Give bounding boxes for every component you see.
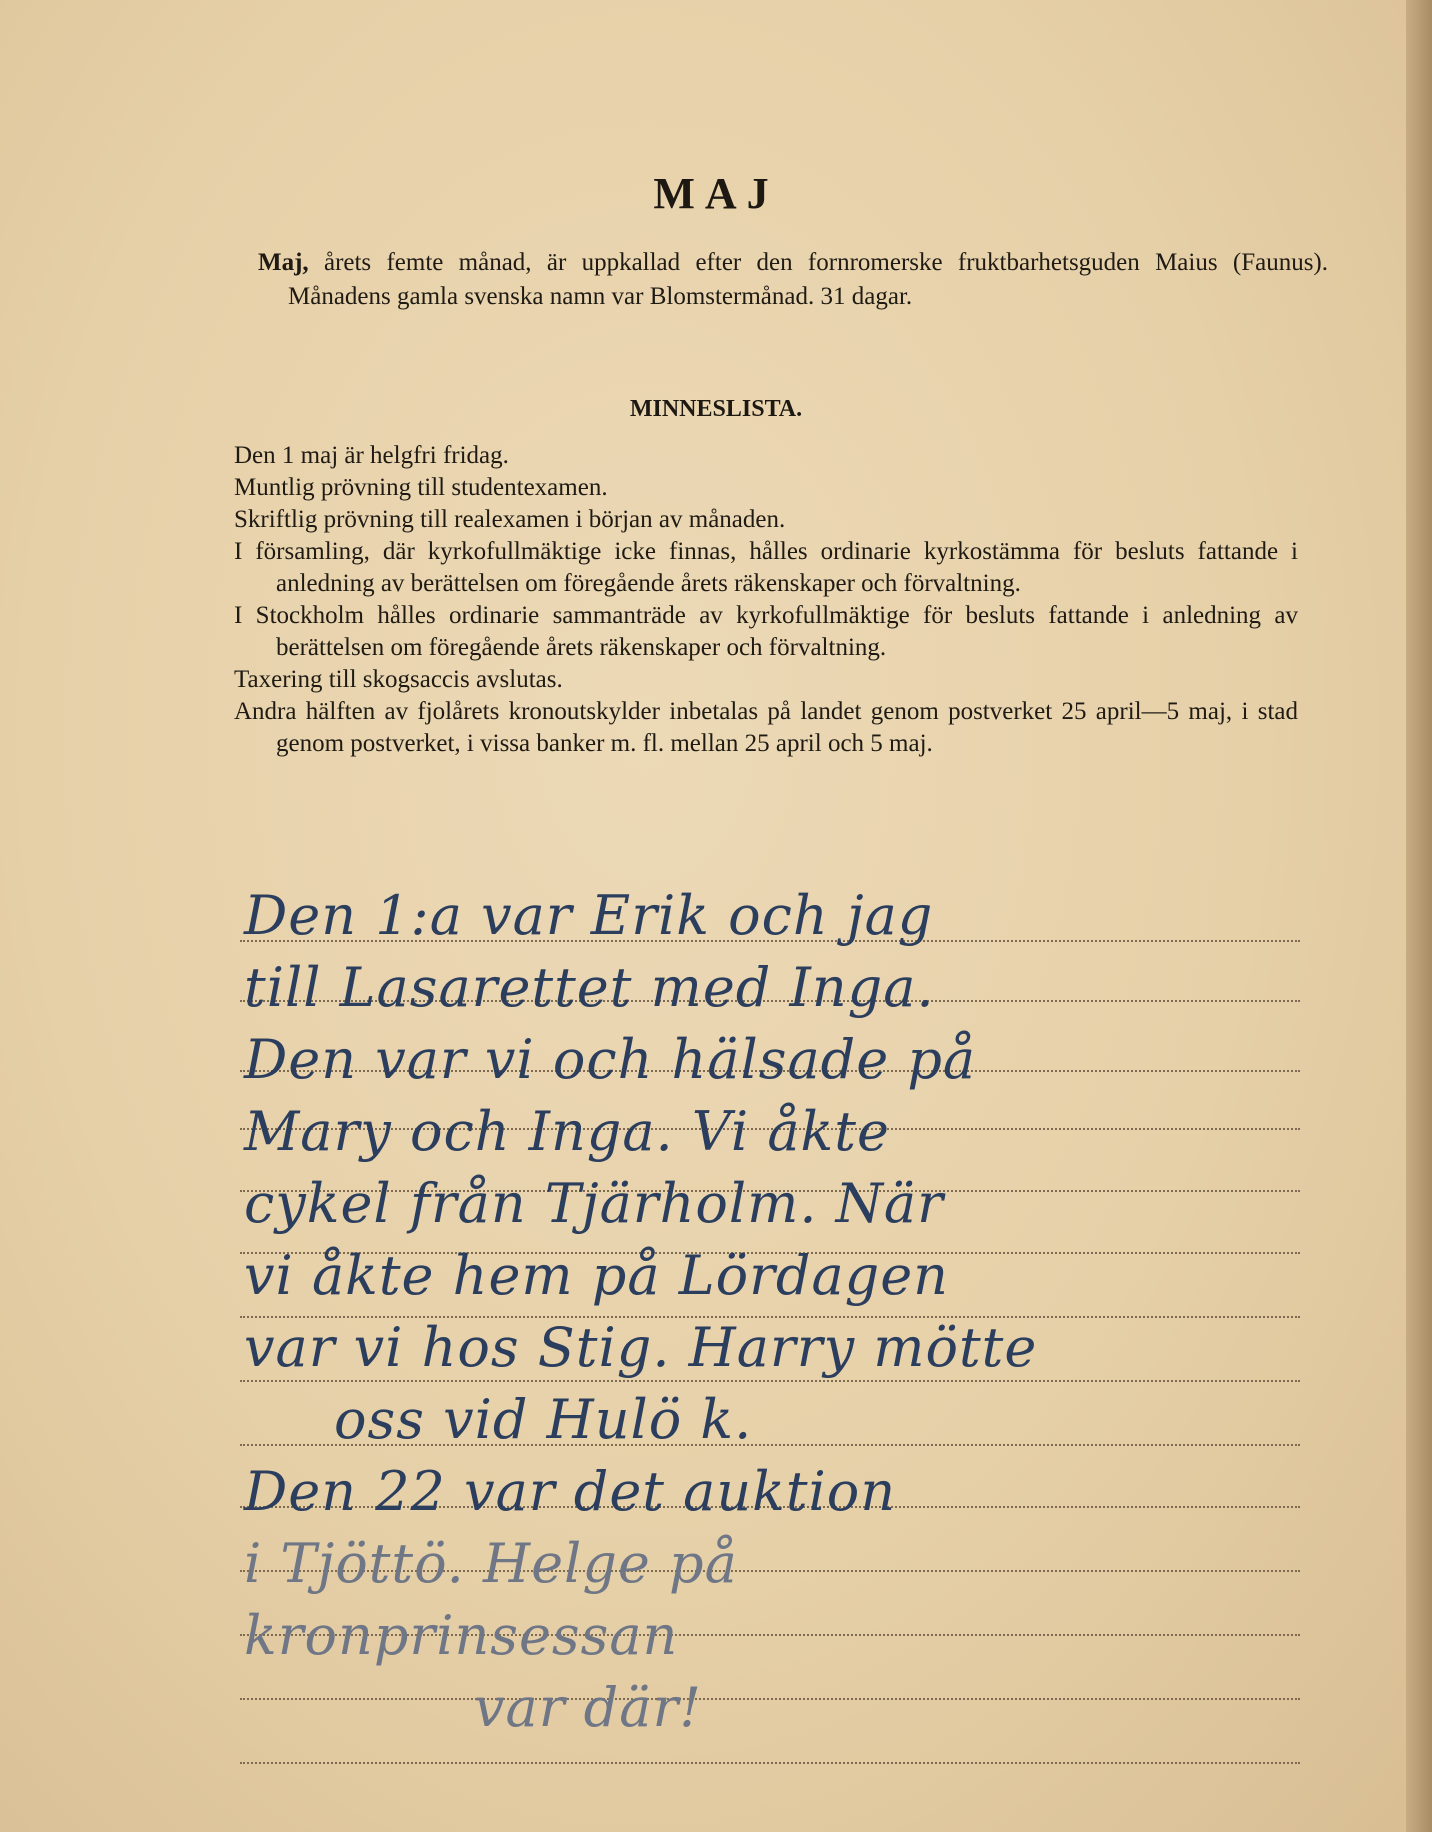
handwritten-line: kronprinsessan [244, 1604, 679, 1667]
memo-item: Skriftlig prövning till realexamen i början av månaden. [234, 506, 786, 533]
month-intro [258, 246, 1328, 314]
handwritten-line: var vi hos Stig. Harry mötte [244, 1316, 1038, 1379]
handwritten-entry [244, 880, 1354, 1744]
memo-heading: MINNESLISTA. [629, 396, 803, 422]
memo-item: Andra hälften av fjolårets kronoutskylder inbetalas på landet genom postverket 25 april—5 maj, i stad genom postverket, i vissa banker m. fl. mellan 25 april och 5 maj. [234, 698, 1298, 757]
page-edge [1406, 0, 1432, 1832]
memo-item: Den 1 maj är helgfri fridag. [234, 442, 509, 469]
memo-item: I församling, där kyrkofullmäktige icke finnas, hålles ordinarie kyrkostämma för besluts fattande i anledning av berättelsen om föregående årets räkenskaper och förvaltning. [234, 538, 1298, 597]
handwritten-line: Den 1:a var Erik och jag [244, 884, 934, 947]
handwritten-line: vi åkte hem på Lördagen [244, 1244, 949, 1307]
handwritten-line: cykel från Tjärholm. När [244, 1172, 944, 1235]
handwritten-line: var där! [474, 1676, 702, 1739]
handwritten-line: i Tjöttö. Helge på [244, 1532, 738, 1595]
memo-item: I Stockholm hålles ordinarie sammanträde av kyrkofullmäktige för besluts fattande i anledning av berättelsen om föregående årets räkenskaper och förvaltning. [234, 602, 1298, 661]
memo-item: Muntlig prövning till studentexamen. [234, 474, 608, 501]
page-title: MAJ [653, 169, 779, 218]
memo-list [234, 440, 1298, 760]
handwritten-line: Den 22 var det auktion [244, 1460, 897, 1523]
intro-text: årets femte månad, är uppkallad efter den fornromerske fruktbarhetsguden Maius (Faunus). Månadens gamla svenska namn var Blomstermånad. 31 dagar. [288, 249, 1328, 310]
handwritten-line: oss vid Hulö k. [334, 1388, 753, 1451]
intro-lead: Maj, [258, 249, 309, 276]
handwritten-line: Den var vi och hälsade på [244, 1028, 977, 1091]
writing-line [240, 1762, 1300, 1764]
handwritten-line: Mary och Inga. Vi åkte [244, 1100, 890, 1163]
handwritten-line: till Lasarettet med Inga. [244, 956, 935, 1019]
memo-item: Taxering till skogsaccis avslutas. [234, 666, 563, 693]
